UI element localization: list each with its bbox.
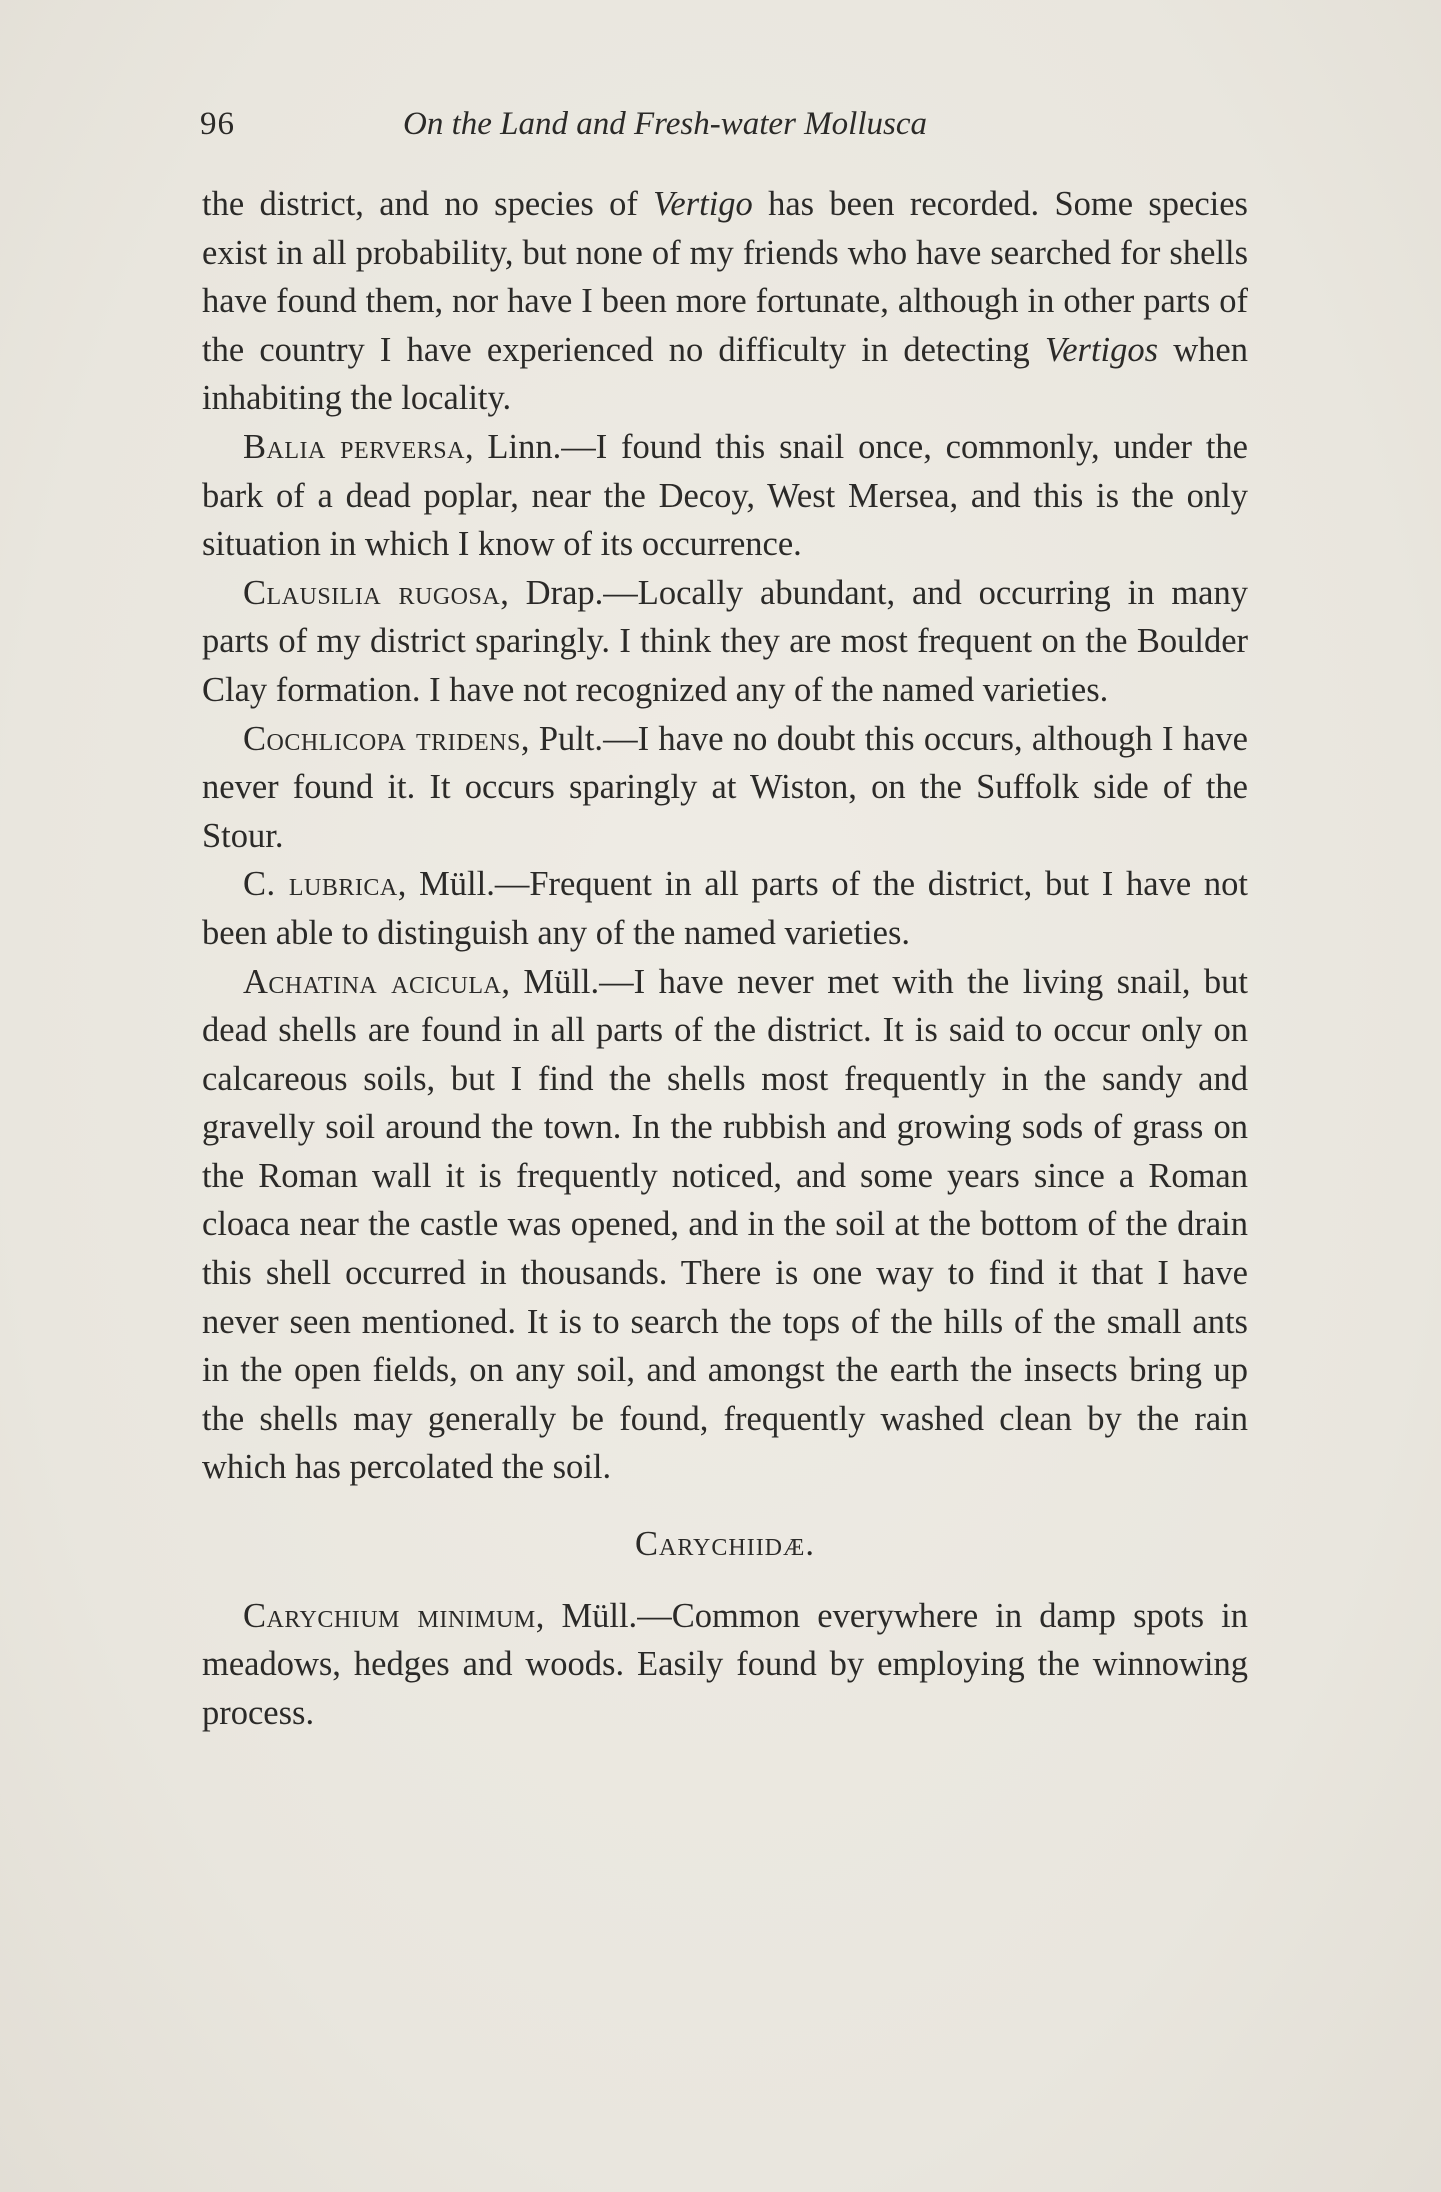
species-author: , Linn. [464,427,562,466]
paragraph-text: when inhabiting the locality. [202,330,1248,418]
species-entry [202,1592,1248,1738]
species-description: —I found this snail once, commonly, under the bark of a dead poplar, near the Decoy, West Mersea, and this is the only situation in which I know of its occurrence. [202,427,1248,564]
genus-name: Vertigo [653,185,753,223]
section-heading: Carychiidæ. [635,1525,815,1564]
species-description: —Locally abundant, and occurring in many parts of my district sparingly. I think they are most frequent on the Boulder Clay formation. I have not recognized any of the named varieties. [202,573,1248,709]
species-author: , Müll. [397,865,495,904]
species-name: Cochlicopa tridens [243,719,521,758]
species-name: Carychium minimum [243,1596,536,1635]
species-name: Balia perversa [243,427,465,466]
species-entry [202,423,1248,569]
species-name: Clausilia rugosa [243,573,501,612]
running-title: On the Land and Fresh-water Mollusca [403,106,927,142]
species-author: , Müll. [501,962,600,1001]
genus-name: Vertigos [1044,330,1159,369]
body-text [202,180,1248,1737]
species-entry [202,569,1248,715]
page-header [200,100,1250,148]
species-entry [202,860,1248,957]
paragraph-text: has been recorded. Some species exist in all probability, but none of my friends who have searched for shells have found them, nor have I been more fortunate, although in other parts of the country I have experienced no difficulty in detecting [202,185,1248,369]
species-description: —Frequent in all parts of the district, but I have not been able to distinguish any of the named varieties. [202,865,1248,952]
paragraph-text: the district, and no species of [202,185,654,223]
species-author: , Müll. [535,1596,638,1635]
species-description: —I have no doubt this occurs, although I have never found it. It occurs sparingly at Wiston, on the Suffolk side of the Stour. [202,719,1248,855]
species-author: , Pult. [520,719,604,758]
page-number: 96 [200,106,235,142]
species-name: Achatina acicula [243,962,502,1001]
species-entry [202,715,1248,861]
species-entry [202,958,1248,1493]
species-description: —I have never met with the living snail, but dead shells are found in all parts of the district. It is said to occur only on calcareous soils, but I find the shells most frequently in the sandy and gravelly soil around the town. In the rubbish and growing sods of grass on the Roman wall it is frequently noticed, and some years since a Roman cloaca near the castle was opened, and in the soil at the bottom of the drain this shell occurred in thousands. There is one way to find it that I have never seen mentioned. It is to search the tops of the hills of the small ants in the open fields, on any soil, and amongst the earth the insects bring up the shells may generally be found, frequently washed clean by the rain which has percolated the soil. [202,962,1248,1487]
species-author: , Drap. [500,573,604,612]
paragraph-vertigo [202,180,1248,423]
species-description: —Common everywhere in damp spots in meadows, hedges and woods. Easily found by employing the winnowing process. [202,1596,1248,1732]
species-name: C. lubrica [243,865,398,904]
